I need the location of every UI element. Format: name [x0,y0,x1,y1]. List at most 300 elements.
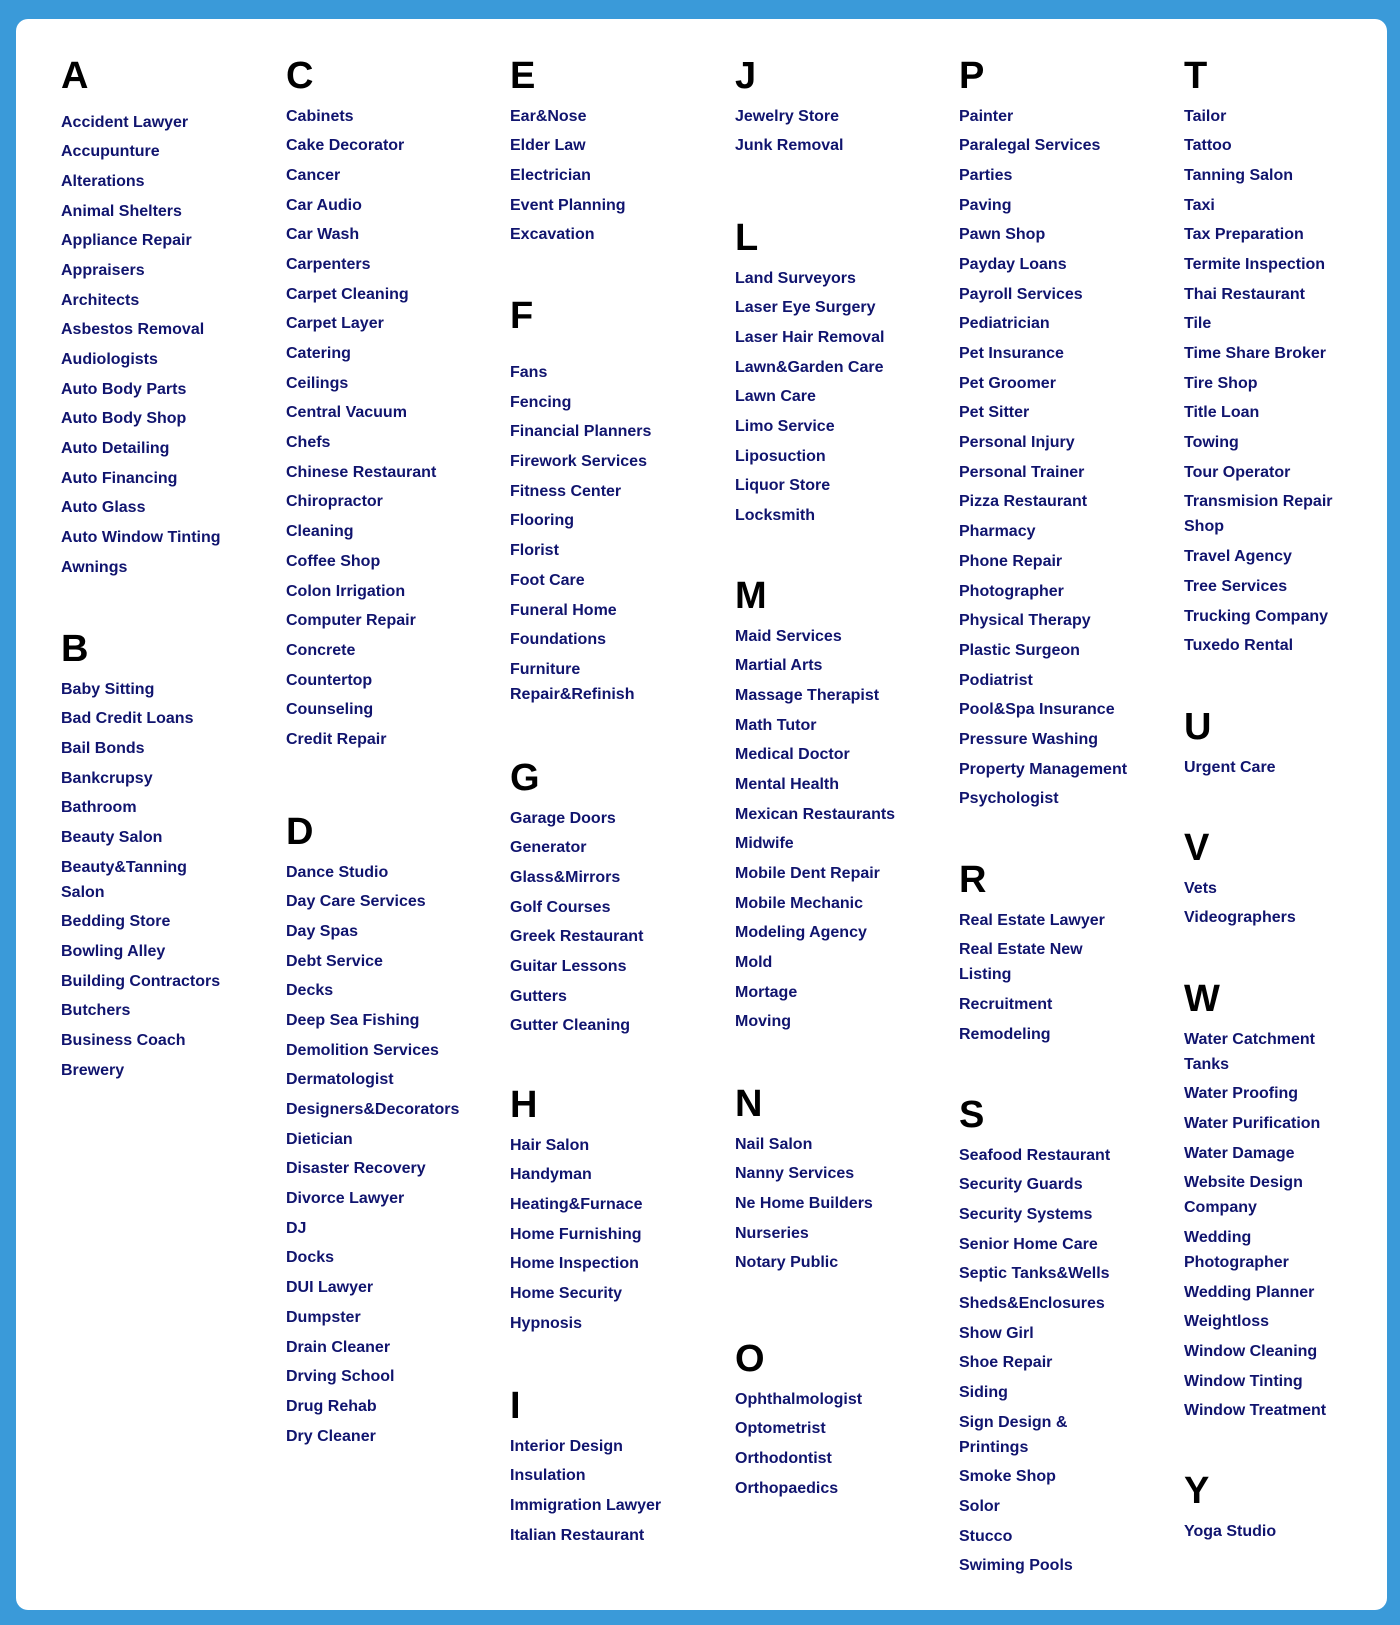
category-link[interactable]: Window Treatment [1184,1402,1327,1420]
category-link[interactable]: Weightloss [1184,1313,1270,1331]
section-u [1184,706,1344,784]
category-link[interactable]: Trucking Company [1184,607,1329,625]
category-link[interactable]: Dermatologist [286,1071,394,1089]
category-link[interactable]: Tax Preparation [1184,226,1304,244]
list-item [61,795,231,820]
category-link[interactable]: Hypnosis [510,1314,583,1332]
section-l [735,217,935,533]
category-link[interactable]: Orthodontist [735,1449,832,1467]
category-link[interactable]: Bankcrupsy [61,769,153,787]
list-item [61,169,231,194]
category-link[interactable]: Ceilings [286,374,349,392]
list-item [1184,282,1344,307]
section-c [286,55,486,757]
category-link[interactable]: Physical Therapy [959,612,1091,630]
list-item [735,473,935,498]
category-link[interactable]: Seafood Restaurant [959,1146,1111,1164]
list-item [735,133,935,158]
category-link[interactable]: Mobile Mechanic [735,894,864,912]
section-p [959,55,1135,816]
list-item [735,831,935,856]
list-item [959,1553,1135,1578]
category-link[interactable]: Drain Cleaner [286,1338,391,1356]
category-link[interactable]: Demolition Services [286,1041,439,1059]
category-link[interactable]: Sign Design & Printings [959,1413,1068,1456]
category-link[interactable]: Water Damage [1184,1144,1295,1162]
category-link[interactable]: Appliance Repair [61,232,192,250]
category-link[interactable]: Dumpster [286,1308,361,1326]
category-link[interactable]: Transmision Repair Shop [1184,493,1333,536]
category-link[interactable]: Interior Design [510,1437,623,1455]
list-item [1184,633,1344,658]
category-link[interactable]: Tattoo [1184,137,1232,155]
category-link[interactable]: Flooring [510,512,574,530]
category-link[interactable]: Baby Sitting [61,680,155,698]
category-link[interactable]: Videographers [1184,909,1296,927]
category-link[interactable]: Funeral Home [510,601,617,619]
category-list [735,1132,935,1276]
category-link[interactable]: Designers&Decorators [286,1101,460,1118]
category-link[interactable]: Deep Sea Fishing [286,1011,420,1029]
category-link[interactable]: Bedding Store [61,913,171,931]
list-item [510,568,685,593]
list-item [735,920,935,945]
list-item [735,1250,935,1275]
category-link[interactable]: Beauty Salon [61,828,163,846]
list-item [286,1186,486,1211]
section-letter-heading: L [735,217,759,259]
category-link[interactable]: Day Spas [286,922,359,940]
category-link[interactable]: Electrician [510,166,591,184]
category-link[interactable]: Show Girl [959,1324,1034,1342]
category-link[interactable]: Mobile Dent Repair [735,865,880,882]
category-link[interactable]: Lawn Care [735,388,816,406]
category-link[interactable]: Tailor [1184,107,1227,125]
category-link[interactable]: Insulation [510,1467,586,1485]
category-link[interactable]: Computer Repair [286,612,416,630]
list-item [959,638,1135,663]
list-item [1184,1280,1344,1305]
category-link[interactable]: Ophthalmologist [735,1390,863,1408]
category-link[interactable]: Termite Inspection [1184,255,1326,273]
category-link[interactable]: Siding [959,1384,1008,1401]
category-link[interactable]: Cabinets [286,107,354,125]
category-link[interactable]: Limo Service [735,417,835,435]
category-link[interactable]: Home Security [510,1284,623,1302]
category-link[interactable]: Senior Home Care [959,1235,1098,1253]
list-item [286,460,486,485]
category-link[interactable]: Countertop [286,671,373,689]
list-item [735,802,935,827]
category-link[interactable]: Immigration Lawyer [510,1496,662,1514]
list-item [1184,341,1344,366]
category-link[interactable]: Travel Agency [1184,548,1292,566]
category-link[interactable]: Auto Body Shop [61,410,187,428]
category-link[interactable]: Day Care Services [286,893,426,911]
category-link[interactable]: Wedding Planner [1184,1283,1315,1301]
category-link[interactable]: Auto Detailing [61,440,170,458]
category-link[interactable]: Carpenters [286,255,371,273]
category-link[interactable]: Alterations [61,172,145,190]
list-item [61,736,231,761]
category-link[interactable]: Time Share Broker [1184,345,1326,362]
category-link[interactable]: Locksmith [735,507,816,524]
list-item [61,406,231,431]
category-link[interactable]: Window Tinting [1184,1372,1303,1390]
category-link[interactable]: Remodeling [959,1025,1051,1043]
category-link[interactable]: Shoe Repair [959,1354,1053,1372]
section-e [510,55,685,252]
list-item [1184,1170,1344,1220]
list-item [959,549,1135,574]
category-link[interactable]: Home Inspection [510,1255,639,1273]
category-link[interactable]: Real Estate Lawyer [959,911,1105,929]
category-link[interactable]: Dance Studio [286,863,389,881]
category-link[interactable]: Personal Injury [959,434,1075,452]
category-link[interactable]: Swiming Pools [959,1557,1073,1575]
category-link[interactable]: Carpet Layer [286,315,384,333]
category-link[interactable]: Midwife [735,835,794,853]
category-link[interactable]: Security Guards [959,1176,1083,1194]
category-link[interactable]: Mold [735,954,773,972]
category-link[interactable]: Stucco [959,1527,1013,1545]
category-link[interactable]: Phone Repair [959,552,1063,570]
category-link[interactable]: Elder Law [510,137,586,155]
list-item [1184,133,1344,158]
category-link[interactable]: Nanny Services [735,1165,855,1183]
section-letter-heading: O [735,1338,765,1380]
list-item [61,825,231,850]
category-link[interactable]: Water Catchment Tanks [1184,1030,1315,1073]
category-link[interactable]: Laser Hair Removal [735,328,885,346]
category-link[interactable]: Smoke Shop [959,1468,1056,1486]
list-item [510,1434,685,1459]
category-link[interactable]: Cake Decorator [286,137,405,155]
category-link[interactable]: Solor [959,1498,1000,1516]
list-item [286,889,486,914]
category-link[interactable]: Junk Removal [735,137,844,155]
category-link[interactable]: Sheds&Enclosures [959,1294,1105,1312]
list-item [959,1524,1135,1549]
category-link[interactable]: Mortage [735,983,798,1001]
list-item [959,1143,1135,1168]
category-link[interactable]: Cancer [286,166,341,184]
category-link[interactable]: Martial Arts [735,657,823,675]
category-link[interactable]: Thai Restaurant [1184,285,1305,303]
category-list [61,110,231,580]
category-link[interactable]: DJ [286,1219,307,1237]
list-item [510,1162,685,1187]
category-link[interactable]: Mental Health [735,775,840,793]
category-link[interactable]: Title Loan [1184,404,1260,422]
category-link[interactable]: Payday Loans [959,255,1067,273]
category-link[interactable]: Auto Window Tinting [61,529,221,547]
list-item [1184,252,1344,277]
category-link[interactable]: Guitar Lessons [510,957,627,975]
list-item [510,806,685,831]
category-link[interactable]: Ear&Nose [510,107,587,125]
category-link[interactable]: Urgent Care [1184,758,1276,776]
list-item [61,228,231,253]
category-link[interactable]: Accident Lawyer [61,113,189,131]
category-link[interactable]: Painter [959,107,1014,125]
category-link[interactable]: Mexican Restaurants [735,805,896,823]
list-item [735,742,935,767]
category-link[interactable]: Handyman [510,1166,592,1184]
category-link[interactable]: Parties [959,166,1013,184]
category-link[interactable]: Financial Planners [510,423,652,441]
category-link[interactable]: Massage Therapist [735,686,880,704]
category-link[interactable]: Chefs [286,434,331,452]
category-link[interactable]: Moving [735,1013,791,1031]
category-link[interactable]: Dietician [286,1130,353,1148]
category-link[interactable]: Generator [510,839,587,857]
list-item [1184,604,1344,629]
category-link[interactable]: Business Coach [61,1032,186,1050]
section-w [1184,978,1344,1428]
category-list [1184,1027,1344,1424]
category-list [1184,1519,1344,1544]
category-link[interactable]: Photographer [959,582,1064,600]
category-link[interactable]: Paving [959,196,1012,214]
category-link[interactable]: Audiologists [61,351,158,368]
category-link[interactable]: Towing [1184,434,1239,452]
category-link[interactable]: Event Planning [510,196,626,214]
category-list [1184,104,1344,659]
category-link[interactable]: Nurseries [735,1224,809,1242]
category-link[interactable]: Bail Bonds [61,739,145,757]
category-link[interactable]: Pet Sitter [959,404,1030,422]
category-link[interactable]: Water Purification [1184,1114,1321,1132]
category-link[interactable]: Brewery [61,1061,125,1079]
category-link[interactable]: Excavation [510,226,595,244]
category-link[interactable]: Architects [61,291,140,309]
category-link[interactable]: Laser Eye Surgery [735,299,876,317]
list-item [510,360,685,385]
list-item [61,706,231,731]
category-link[interactable]: Counseling [286,701,374,719]
category-link[interactable]: Home Furnishing [510,1225,642,1243]
category-link[interactable]: Land Surveyors [735,269,856,287]
category-link[interactable]: Divorce Lawyer [286,1190,405,1208]
category-link[interactable]: Pharmacy [959,523,1036,541]
category-link[interactable]: Car Wash [286,226,360,244]
category-list [735,104,935,159]
category-link[interactable]: Maid Services [735,627,842,645]
category-link[interactable]: Decks [286,982,334,1000]
category-link[interactable]: Chinese Restaurant [286,463,437,481]
category-link[interactable]: Concrete [286,641,356,659]
category-link[interactable]: Bathroom [61,799,137,817]
category-link[interactable]: Psychologist [959,790,1059,808]
category-link[interactable]: Foot Care [510,571,585,589]
section-v [1184,827,1344,935]
list-item [1184,1369,1344,1394]
list-item [286,1275,486,1300]
category-link[interactable]: Pawn Shop [959,226,1046,244]
list-item [959,608,1135,633]
category-link[interactable]: Dry Cleaner [286,1427,376,1445]
category-link[interactable]: Hair Salon [510,1136,590,1154]
category-link[interactable]: Payroll Services [959,285,1083,303]
list-item [510,865,685,890]
category-link[interactable]: Orthopaedics [735,1479,839,1497]
section-a [61,55,231,585]
category-link[interactable]: Drug Rehab [286,1397,377,1415]
list-item [735,1191,935,1216]
category-link[interactable]: Florist [510,542,559,560]
list-item [1184,1398,1344,1423]
list-item [286,549,486,574]
category-link[interactable]: Fencing [510,393,572,411]
category-link[interactable]: Modeling Agency [735,924,867,942]
category-link[interactable]: Firework Services [510,453,647,471]
category-link[interactable]: Animal Shelters [61,202,182,220]
category-link[interactable]: Central Vacuum [286,404,407,422]
category-link[interactable]: DUI Lawyer [286,1279,374,1297]
list-item [510,390,685,415]
category-link[interactable]: Catering [286,345,351,362]
category-link[interactable]: Tire Shop [1184,374,1258,392]
category-link[interactable]: Tanning Salon [1184,166,1294,184]
category-link[interactable]: Credit Repair [286,730,387,748]
category-link[interactable]: Pressure Washing [959,730,1099,748]
category-link[interactable]: Liquor Store [735,477,831,495]
list-item [286,1008,486,1033]
category-link[interactable]: Heating&Furnace [510,1195,643,1213]
category-link[interactable]: Bad Credit Loans [61,710,194,728]
category-list [1184,755,1344,780]
category-link[interactable]: Appraisers [61,261,145,279]
list-item [510,163,685,188]
list-item [286,1335,486,1360]
category-link[interactable]: Garage Doors [510,809,616,827]
category-link[interactable]: Golf Courses [510,898,611,916]
category-link[interactable]: Beauty&Tanning Salon [61,858,187,901]
category-link[interactable]: Auto Glass [61,499,146,517]
list-item [61,998,231,1023]
category-link[interactable]: Septic Tanks&Wells [959,1265,1110,1283]
category-link[interactable]: Wedding Photographer [1184,1228,1289,1271]
category-link[interactable]: Debt Service [286,952,383,970]
category-link[interactable]: Car Audio [286,196,362,214]
category-link[interactable]: Coffee Shop [286,552,381,570]
list-item [286,860,486,885]
category-link[interactable]: Nail Salon [735,1135,813,1153]
category-link[interactable]: Lawn&Garden Care [735,358,884,376]
category-link[interactable]: Tour Operator [1184,463,1291,481]
list-item [735,295,935,320]
section-letter-heading: C [286,55,314,97]
category-link[interactable]: Bowling Alley [61,943,166,960]
list-item [959,1291,1135,1316]
category-link[interactable]: Foundations [510,631,606,649]
section-letter-heading: H [510,1084,538,1126]
category-link[interactable]: Optometrist [735,1420,826,1438]
category-link[interactable]: Carpet Cleaning [286,285,409,303]
category-link[interactable]: Furniture Repair&Refinish [510,660,635,703]
section-n [735,1083,935,1280]
category-link[interactable]: Disaster Recovery [286,1160,426,1178]
category-link[interactable]: Window Cleaning [1184,1343,1318,1360]
category-link[interactable]: Jewelry Store [735,107,840,125]
category-link[interactable]: Water Proofing [1184,1085,1299,1103]
category-link[interactable]: Italian Restaurant [510,1526,645,1544]
category-link[interactable]: Docks [286,1249,335,1267]
category-link[interactable]: Gutter Cleaning [510,1017,631,1035]
category-link[interactable]: Pizza Restaurant [959,493,1088,511]
list-item [286,1067,486,1092]
category-link[interactable]: Glass&Mirrors [510,868,621,886]
category-link[interactable]: Awnings [61,558,128,576]
category-link[interactable]: Property Management [959,760,1128,778]
category-link[interactable]: Vets [1184,879,1217,897]
category-link[interactable]: Asbestos Removal [61,321,205,339]
list-item [61,555,231,580]
category-link[interactable]: Paralegal Services [959,137,1101,155]
category-link[interactable]: Accupunture [61,143,160,161]
section-letter-heading: R [959,859,987,901]
category-link[interactable]: Notary Public [735,1254,839,1272]
list-item [1184,544,1344,569]
category-link[interactable]: Pool&Spa Insurance [959,701,1115,719]
category-link[interactable]: Fans [510,364,548,381]
list-item [735,325,935,350]
list-item [286,638,486,663]
category-link[interactable]: Chiropractor [286,493,383,511]
category-link[interactable]: Gutters [510,987,567,1005]
category-link[interactable]: Personal Trainer [959,463,1085,481]
list-item [286,222,486,247]
category-link[interactable]: Yoga Studio [1184,1522,1277,1540]
category-link[interactable]: Pet Groomer [959,374,1056,392]
list-item [959,282,1135,307]
category-link[interactable]: Butchers [61,1002,131,1020]
category-link[interactable]: Tuxedo Rental [1184,637,1294,655]
category-link[interactable]: Pet Insurance [959,345,1064,362]
category-link[interactable]: Podiatrist [959,671,1033,689]
list-item [510,1013,685,1038]
category-link[interactable]: Plastic Surgeon [959,641,1080,659]
list-item [510,1493,685,1518]
list-item [61,1058,231,1083]
section-y [1184,1470,1344,1548]
category-link[interactable]: Pediatrician [959,315,1050,333]
category-link[interactable]: Liposuction [735,447,826,465]
category-link[interactable]: Medical Doctor [735,746,850,764]
list-item [286,697,486,722]
category-link[interactable]: Taxi [1184,196,1215,214]
category-link[interactable]: Greek Restaurant [510,928,644,946]
category-link[interactable]: Colon Irrigation [286,582,406,600]
category-link[interactable]: Recruitment [959,995,1053,1013]
category-link[interactable]: Auto Body Parts [61,380,187,398]
category-link[interactable]: Website Design Company [1184,1174,1303,1217]
list-item [1184,905,1344,930]
category-link[interactable]: Building Contractors [61,972,221,990]
category-link[interactable]: Tile [1184,315,1212,333]
category-link[interactable]: Fitness Center [510,482,622,500]
category-link[interactable]: Security Systems [959,1205,1093,1223]
category-link[interactable]: Math Tutor [735,716,817,734]
category-link[interactable]: Ne Home Builders [735,1194,873,1212]
list-item [959,1380,1135,1405]
category-link[interactable]: Cleaning [286,523,354,541]
category-link[interactable]: Auto Financing [61,469,178,487]
category-link[interactable]: Tree Services [1184,577,1288,595]
category-link[interactable]: Real Estate New Listing [959,941,1083,984]
category-link[interactable]: Drving School [286,1368,395,1386]
